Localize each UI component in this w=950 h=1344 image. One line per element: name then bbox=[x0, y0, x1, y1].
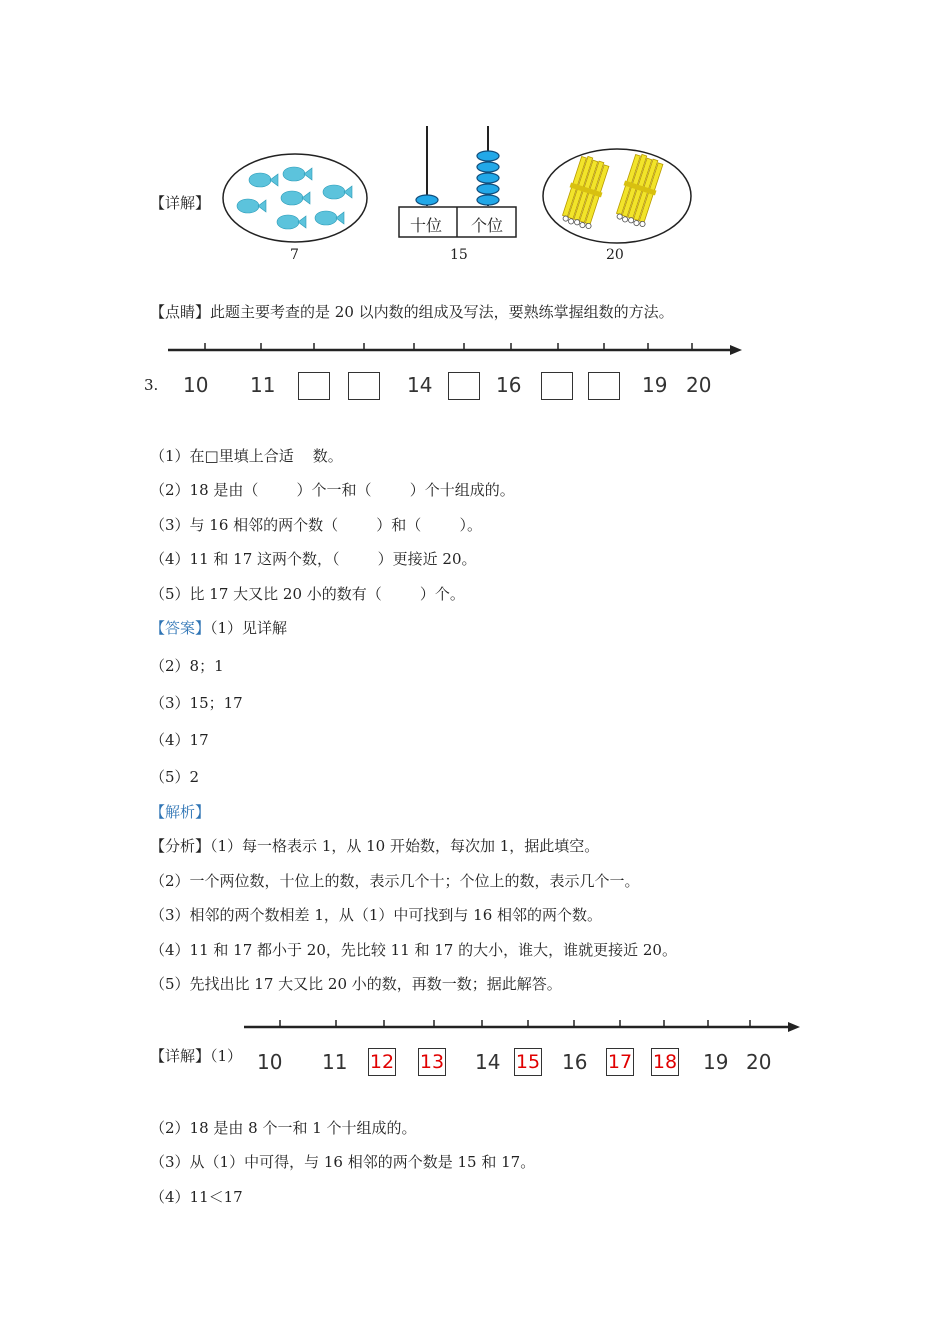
blank-box bbox=[448, 372, 480, 400]
caption-sticks: 20 bbox=[606, 247, 624, 263]
caption-abacus: 15 bbox=[450, 247, 468, 263]
question-number: 3. bbox=[144, 376, 159, 394]
blank-box bbox=[348, 372, 380, 400]
filled-box: 13 bbox=[418, 1048, 446, 1076]
answer-item: （4）17 bbox=[150, 731, 209, 749]
filled-box: 15 bbox=[514, 1048, 542, 1076]
number-line-answer bbox=[244, 1017, 802, 1033]
detail2-item: （3）从（1）中可得，与 16 相邻的两个数是 15 和 17。 bbox=[150, 1153, 536, 1171]
filled-box: 17 bbox=[606, 1048, 634, 1076]
nl-label: 14 bbox=[475, 1050, 501, 1074]
nl-label: 11 bbox=[322, 1050, 348, 1074]
nl-label: 10 bbox=[257, 1050, 283, 1074]
detail2-item: （2）18 是由 8 个一和 1 个十组成的。 bbox=[150, 1119, 417, 1137]
fenxi-item: （5）先找出比 17 大又比 20 小的数，再数一数；据此解答。 bbox=[150, 975, 562, 993]
fenxi-first: （1）每一格表示 1，从 10 开始数，每次加 1，据此填空。 bbox=[210, 837, 600, 855]
nl-label: 16 bbox=[496, 373, 522, 397]
fish-group-figure bbox=[220, 152, 370, 244]
filled-box: 18 bbox=[651, 1048, 679, 1076]
fenxi-item: （4）11 和 17 都小于 20，先比较 11 和 17 的大小，谁大，谁就更接近 20。 bbox=[150, 941, 677, 959]
fenxi-item: （2）一个两位数，十位上的数，表示几个十；个位上的数，表示几个一。 bbox=[150, 872, 640, 890]
caption-fish: 7 bbox=[290, 247, 299, 263]
question-line: （1）在□里填上合适 数。 bbox=[150, 447, 343, 465]
answer-item: （2）8；1 bbox=[150, 657, 224, 675]
fenxi-line bbox=[150, 836, 599, 856]
nl-label: 20 bbox=[746, 1050, 772, 1074]
bead-icon bbox=[477, 195, 499, 205]
nl-label: 19 bbox=[642, 373, 668, 397]
nl-label: 14 bbox=[407, 373, 433, 397]
nl-label: 11 bbox=[250, 373, 276, 397]
question-line: （5）比 17 大又比 20 小的数有（ ）个。 bbox=[150, 585, 465, 603]
filled-box: 12 bbox=[368, 1048, 396, 1076]
blank-box bbox=[588, 372, 620, 400]
detail-label: 【详解】 bbox=[150, 194, 211, 212]
answer-first: （1）见详解 bbox=[210, 619, 288, 637]
answer-tag: 【答案】 bbox=[150, 619, 211, 637]
question-line: （2）18 是由（ ）个一和（ ）个十组成的。 bbox=[150, 481, 515, 499]
blank-box bbox=[541, 372, 573, 400]
detail2-tag: 【详解】（1） bbox=[150, 1047, 243, 1065]
answer-item: （3）15；17 bbox=[150, 694, 243, 712]
question-line: （3）与 16 相邻的两个数（ ）和（ ）。 bbox=[150, 516, 482, 534]
dianjing-text: 【点睛】此题主要考查的是 20 以内数的组成及写法，要熟练掌握组数的方法。 bbox=[150, 303, 674, 321]
nl-label: 16 bbox=[562, 1050, 588, 1074]
blank-box bbox=[298, 372, 330, 400]
bead-icon bbox=[477, 162, 499, 172]
detail2-item: （4）11＜17 bbox=[150, 1188, 243, 1206]
bead-icon bbox=[477, 173, 499, 183]
bead-icon bbox=[477, 184, 499, 194]
nl-label: 10 bbox=[183, 373, 209, 397]
bead-icon bbox=[477, 151, 499, 161]
fenxi-tag: 【分析】 bbox=[150, 837, 211, 855]
nl-label: 20 bbox=[686, 373, 712, 397]
nl-label: 19 bbox=[703, 1050, 729, 1074]
number-line-q3 bbox=[168, 340, 744, 356]
bead-icon bbox=[416, 195, 438, 205]
ones-place-label: 个位 bbox=[471, 216, 504, 235]
answer-item: （5）2 bbox=[150, 768, 200, 786]
tens-place-label: 十位 bbox=[410, 216, 443, 235]
stick-bundles-figure bbox=[540, 146, 694, 246]
analysis-tag: 【解析】 bbox=[150, 803, 211, 821]
answer-line bbox=[150, 618, 287, 638]
question-line: （4）11 和 17 这两个数，（ ）更接近 20。 bbox=[150, 550, 477, 568]
fenxi-item: （3）相邻的两个数相差 1，从（1）中可找到与 16 相邻的两个数。 bbox=[150, 906, 603, 924]
